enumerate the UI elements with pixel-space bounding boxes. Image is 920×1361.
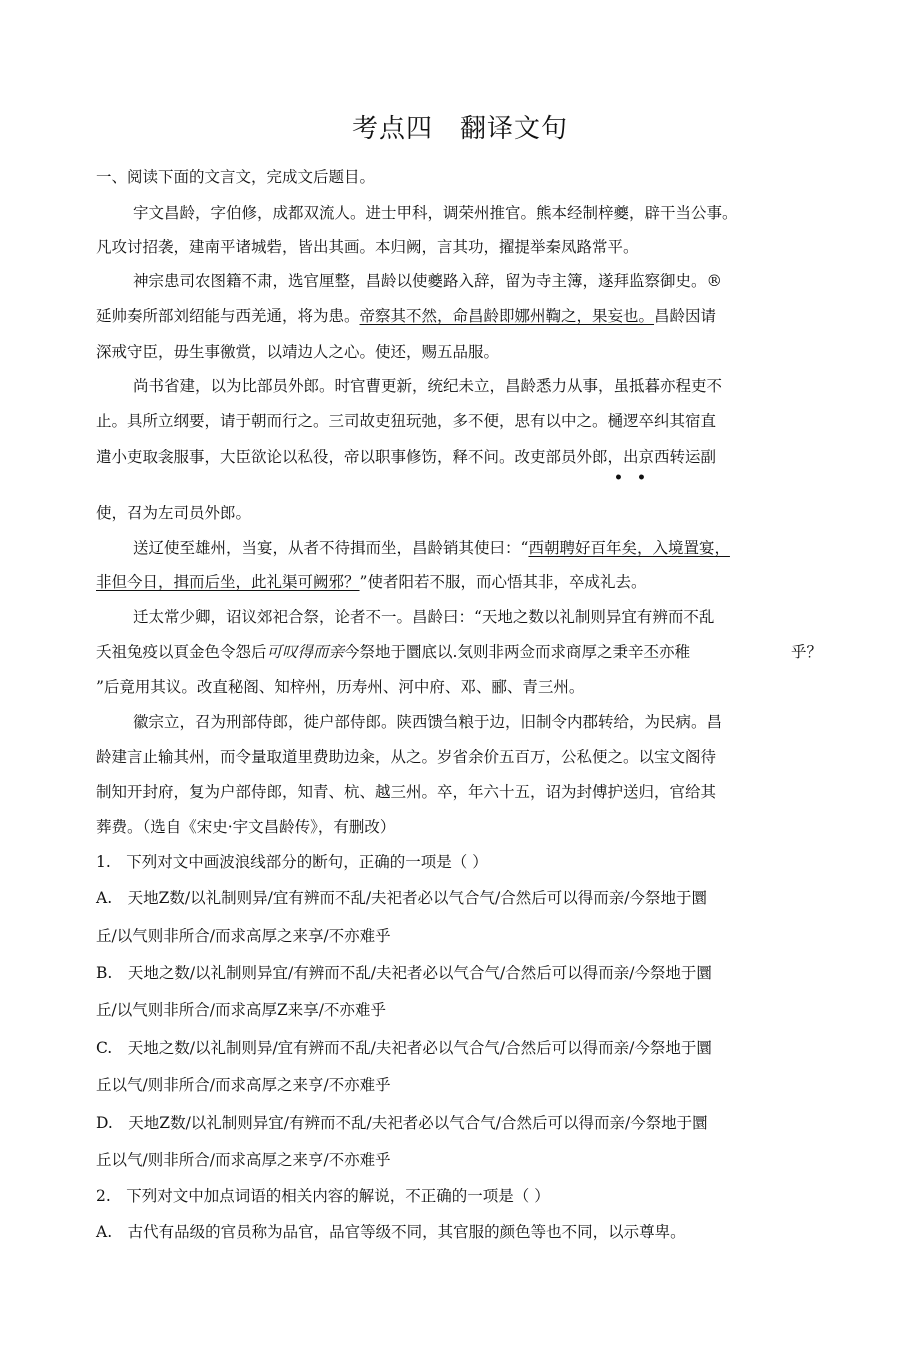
passage-line: 迁太常少卿，诏议郊祀合祭，论者不一。昌龄曰：“天地之数以礼制则异宜有辨而不乱 <box>133 608 715 626</box>
passage-line-underlined: 送辽使至雄州，当宴，从者不待揖而坐，昌龄销其使曰：“西朝聘好百年矣，入境置宴， <box>133 539 730 557</box>
option-b-cont: 丘/以气则非所合/而求高厚Z来享/不亦难乎 <box>96 1001 386 1019</box>
passage-line: 制知开封府，复为户部侍郎，知青、杭、越三州。卒，年六十五，诏为封傅护送归，官给其 <box>96 783 717 801</box>
underlined-sentence: 西朝聘好百年矣，入境置宴， <box>528 539 730 557</box>
source-line: 葬费。（选自《宋史·宇文昌龄传》，有删改） <box>96 818 396 836</box>
underlined-sentence: 非但今日，揖而后坐，此礼渠可阙邪？ <box>96 573 360 591</box>
passage-line: 尚书省建，以为比部员外郎。时官曹更新，统纪未立，昌龄悉力从事，虽抵暮亦程吏不 <box>133 377 723 395</box>
passage-line: 深戒守臣，毋生事徼赏，以靖边人之心。使还，赐五品服。 <box>96 343 500 361</box>
passage-line: 龄建言止输其州，而令量取道里费助边籴，从之。岁省余价五百万，公私便之。以宝文阁待 <box>96 748 717 766</box>
question-1: 1. 下列对文中画波浪线部分的断句，正确的一项是（ ） <box>96 853 488 871</box>
passage-line: ”后竟用其议。改直秘阁、知梓州，历寿州、河中府、邓、郦、青三州。 <box>96 678 585 696</box>
passage-line: 止。具所立纲要，请于朝而行之。三司故吏狃玩弛，多不便，思有以中之。樋逻卒纠其宿直 <box>96 412 717 430</box>
underlined-sentence: 帝察其不然，命昌龄即娜州鞫之，果妄也。 <box>359 307 655 325</box>
passage-line-underlined: 延帅奏所部刘绍能与西羌通，将为患。帝察其不然，命昌龄即娜州鞫之，果妄也。昌龄因请 <box>96 307 717 325</box>
emphasis-dots: •• <box>614 470 660 486</box>
option-a-q2: A. 古代有品级的官员称为品官，品官等级不同，其官服的颜色等也不同，以示尊卑。 <box>96 1223 686 1241</box>
option-c: C. 天地之数/以礼制则异/宜有辨而不乱/夫祀者必以气合气/合然后可以得而亲/今祭地于圜 <box>96 1039 712 1057</box>
passage-line: 宇文昌龄，字伯修，成都双流人。进士甲科，调荣州推官。熊本经制梓夔，辟干当公事。 <box>133 204 738 222</box>
option-d: D. 天地Z数/以礼制则异宜/有辨而不乱/夫祀者必以气合气/合然后可以得而亲/今祭地于圜 <box>96 1114 708 1132</box>
passage-line: 遣小吏取衾服事，大臣欲论以私役，帝以职事修饬，释不问。改吏部员外郎，出京西转运副 <box>96 448 717 466</box>
passage-line: 乎？ <box>791 643 823 661</box>
passage-line-garbled: 夭祖兔疫以頁金色令怨后可叹得而亲今祭地于圜底以.気则非两佥而求商厚之秉辛丕亦稚 <box>96 643 690 661</box>
passage-line-underlined: 非但今日，揖而后坐，此礼渠可阙邪？”使者阳若不服，而心悟其非，卒成礼去。 <box>96 573 647 591</box>
page-title: 考点四 翻译文句 <box>351 114 568 144</box>
passage-line: 凡攻讨招袭，建南平诸城砦，皆出其画。本归阙，言其功，擢提举秦凤路常平。 <box>96 238 639 256</box>
option-c-cont: 丘以气/则非所合/而求高厚之来亨/不亦难乎 <box>96 1076 391 1094</box>
passage-line: 徽宗立，召为刑部侍郎，徙户部侍郎。陕西馈刍粮于边，旧制令内郡转给，为民病。昌 <box>133 713 723 731</box>
instruction-line: 一、阅读下面的文言文，完成文后题目。 <box>96 168 376 186</box>
option-d-cont: 丘以气/则非所合/而求高厚之来亨/不亦难乎 <box>96 1151 391 1169</box>
option-b: B. 天地之数/以礼制则异宜/有辨而不乱/夫祀者必以气合气/合然后可以得而亲/今祭地于圜 <box>96 964 712 982</box>
question-2: 2. 下列对文中加点词语的相关内容的解说，不正确的一项是（ ） <box>96 1187 550 1205</box>
passage-line: 神宗患司农图籍不肃，选官厘整，昌龄以使夔路入辞，留为寺主簿，遂拜监察御史。® <box>133 272 723 290</box>
option-a-cont: 丘/以气则非所合/而求高厚之来享/不亦难乎 <box>96 927 391 945</box>
passage-line: 使，召为左司员外郎。 <box>96 504 252 522</box>
option-a: A. 天地Z数/以礼制则异/宜有辨而不乱/夫祀者必以气合气/合然后可以得而亲/今祭地于圜 <box>96 889 708 907</box>
